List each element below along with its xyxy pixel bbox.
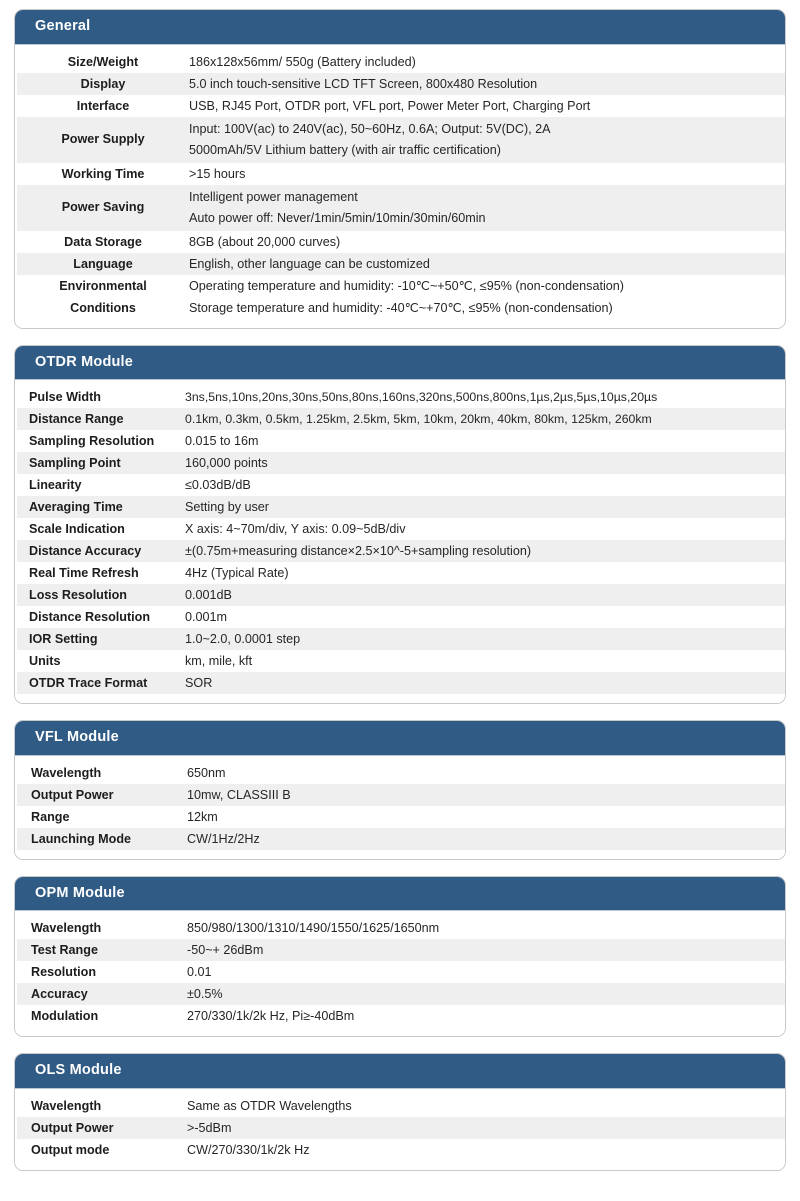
section-card-vfl	[14, 720, 786, 860]
spec-row	[15, 430, 785, 452]
spec-value: 0.001dB	[185, 588, 232, 603]
spec-value: 12km	[187, 809, 218, 824]
spec-value: 270/330/1k/2k Hz, Pi≥-40dBm	[187, 1009, 355, 1024]
spec-value: 0.015 to 16m	[185, 434, 259, 449]
section-header-vfl: VFL Module	[15, 721, 785, 756]
spec-value-line: Auto power off: Never/1min/5min/10min/30min/60min	[189, 210, 486, 225]
spec-row	[15, 828, 785, 850]
spec-value-line: Intelligent power management	[189, 189, 358, 204]
section-header-opm: OPM Module	[15, 877, 785, 912]
spec-label: Environmental	[15, 275, 185, 297]
spec-row	[15, 408, 785, 430]
section-header-ols: OLS Module	[15, 1054, 785, 1089]
spec-label: Resolution	[15, 961, 181, 983]
spec-label: Distance Accuracy	[15, 540, 183, 562]
spec-label: Averaging Time	[15, 496, 183, 518]
spec-label: Interface	[15, 95, 185, 117]
spec-label: OTDR Trace Format	[15, 672, 183, 694]
spec-row	[15, 784, 785, 806]
section-header-otdr: OTDR Module	[15, 346, 785, 381]
spec-row	[15, 1139, 785, 1161]
spec-label: Launching Mode	[15, 828, 181, 850]
spec-row	[15, 275, 785, 297]
spec-row	[15, 452, 785, 474]
spec-label: IOR Setting	[15, 628, 183, 650]
spec-label: Output Power	[15, 1117, 181, 1139]
spec-value: 160,000 points	[185, 456, 268, 471]
spec-row	[15, 806, 785, 828]
spec-label: Wavelength	[15, 762, 181, 784]
spec-value: Setting by user	[185, 500, 270, 515]
spec-value: 0.01	[187, 965, 212, 980]
spec-label: Accuracy	[15, 983, 181, 1005]
spec-value: >-5dBm	[187, 1120, 232, 1135]
spec-row	[15, 540, 785, 562]
spec-label: Wavelength	[15, 917, 181, 939]
section-body-otdr	[15, 380, 785, 703]
spec-row	[15, 518, 785, 540]
spec-value: 186x128x56mm/ 550g (Battery included)	[189, 54, 416, 69]
spec-row	[15, 939, 785, 961]
spec-label: Distance Resolution	[15, 606, 183, 628]
spec-value: >15 hours	[189, 166, 246, 181]
spec-label: Data Storage	[15, 231, 185, 253]
spec-row	[15, 562, 785, 584]
spec-value: 4Hz (Typical Rate)	[185, 566, 289, 581]
spec-row	[15, 73, 785, 95]
spec-label: Sampling Point	[15, 452, 183, 474]
spec-value: Same as OTDR Wavelengths	[187, 1098, 352, 1113]
spec-row	[15, 762, 785, 784]
spec-label: Size/Weight	[15, 51, 185, 73]
spec-row	[15, 231, 785, 253]
spec-row	[15, 386, 785, 408]
spec-row	[15, 496, 785, 518]
spec-value: 850/980/1300/1310/1490/1550/1625/1650nm	[187, 921, 440, 936]
spec-label: Distance Range	[15, 408, 183, 430]
section-header-general: General	[15, 10, 785, 45]
spec-value: CW/1Hz/2Hz	[187, 831, 260, 846]
spec-value: -50~+ 26dBm	[187, 943, 264, 958]
spec-value: ≤0.03dB/dB	[185, 478, 251, 493]
spec-row	[15, 983, 785, 1005]
section-body-general	[15, 45, 785, 328]
spec-label: Units	[15, 650, 183, 672]
spec-label: Modulation	[15, 1005, 181, 1027]
spec-label: Loss Resolution	[15, 584, 183, 606]
spec-value-line: 5000mAh/5V Lithium battery (with air traffic certification)	[189, 142, 501, 157]
spec-value: 5.0 inch touch-sensitive LCD TFT Screen, 800x480 Resolution	[189, 76, 538, 91]
spec-value: 0.001m	[185, 610, 228, 625]
spec-value: X axis: 4~70m/div, Y axis: 0.09~5dB/div	[185, 522, 406, 537]
spec-label: Output Power	[15, 784, 181, 806]
section-card-general	[14, 9, 786, 329]
spec-row	[15, 253, 785, 275]
section-card-ols	[14, 1053, 786, 1171]
spec-row	[15, 650, 785, 672]
spec-label: Power Saving	[15, 185, 185, 231]
spec-value: ±0.5%	[187, 987, 223, 1002]
spec-label: Range	[15, 806, 181, 828]
spec-value: 650nm	[187, 765, 226, 780]
spec-row	[15, 117, 785, 163]
spec-value	[185, 185, 785, 231]
spec-row	[15, 163, 785, 185]
spec-value: 10mw, CLASSIII B	[187, 787, 291, 802]
spec-label: Power Supply	[15, 117, 185, 163]
spec-value-line: Input: 100V(ac) to 240V(ac), 50~60Hz, 0.6A; Output: 5V(DC), 2A	[189, 121, 551, 136]
spec-value: USB, RJ45 Port, OTDR port, VFL port, Power Meter Port, Charging Port	[189, 98, 591, 113]
spec-label: Pulse Width	[15, 386, 183, 408]
spec-value: 3ns,5ns,10ns,20ns,30ns,50ns,80ns,160ns,320ns,500ns,800ns,1µs,2µs,5µs,10µs,20µs	[185, 390, 658, 405]
spec-value	[185, 117, 785, 163]
spec-row	[15, 628, 785, 650]
spec-label: Output mode	[15, 1139, 181, 1161]
spec-value: Operating temperature and humidity: -10℃~+50℃, ≤95% (non-condensation)	[189, 278, 624, 293]
spec-label: Scale Indication	[15, 518, 183, 540]
spec-label: Linearity	[15, 474, 183, 496]
spec-row	[15, 474, 785, 496]
spec-label: Conditions	[15, 297, 185, 319]
spec-value: SOR	[185, 676, 213, 691]
section-card-opm	[14, 876, 786, 1038]
spec-row	[15, 297, 785, 319]
spec-row	[15, 185, 785, 231]
spec-value: English, other language can be customized	[189, 256, 430, 271]
spec-row	[15, 584, 785, 606]
spec-label: Test Range	[15, 939, 181, 961]
spec-row	[15, 1005, 785, 1027]
spec-row	[15, 1095, 785, 1117]
spec-row	[15, 51, 785, 73]
spec-row	[15, 672, 785, 694]
spec-value: CW/270/330/1k/2k Hz	[187, 1142, 310, 1157]
spec-row	[15, 961, 785, 983]
section-card-otdr	[14, 345, 786, 705]
spec-row	[15, 1117, 785, 1139]
spec-value: 0.1km, 0.3km, 0.5km, 1.25km, 2.5km, 5km, 10km, 20km, 40km, 80km, 125km, 260km	[185, 412, 652, 427]
spec-label: Wavelength	[15, 1095, 181, 1117]
spec-row	[15, 95, 785, 117]
spec-row	[15, 917, 785, 939]
spec-value: ±(0.75m+measuring distance×2.5×10^-5+sampling resolution)	[185, 544, 532, 559]
section-body-ols	[15, 1089, 785, 1170]
spec-value: 8GB (about 20,000 curves)	[189, 234, 341, 249]
spec-value: km, mile, kft	[185, 654, 253, 669]
spec-value: Storage temperature and humidity: -40℃~+70℃, ≤95% (non-condensation)	[189, 300, 613, 315]
spec-label: Real Time Refresh	[15, 562, 183, 584]
section-body-vfl	[15, 756, 785, 859]
spec-label: Language	[15, 253, 185, 275]
spec-value: 1.0~2.0, 0.0001 step	[185, 632, 301, 647]
spec-label: Sampling Resolution	[15, 430, 183, 452]
spec-row	[15, 606, 785, 628]
spec-label: Display	[15, 73, 185, 95]
section-body-opm	[15, 911, 785, 1036]
spec-label: Working Time	[15, 163, 185, 185]
